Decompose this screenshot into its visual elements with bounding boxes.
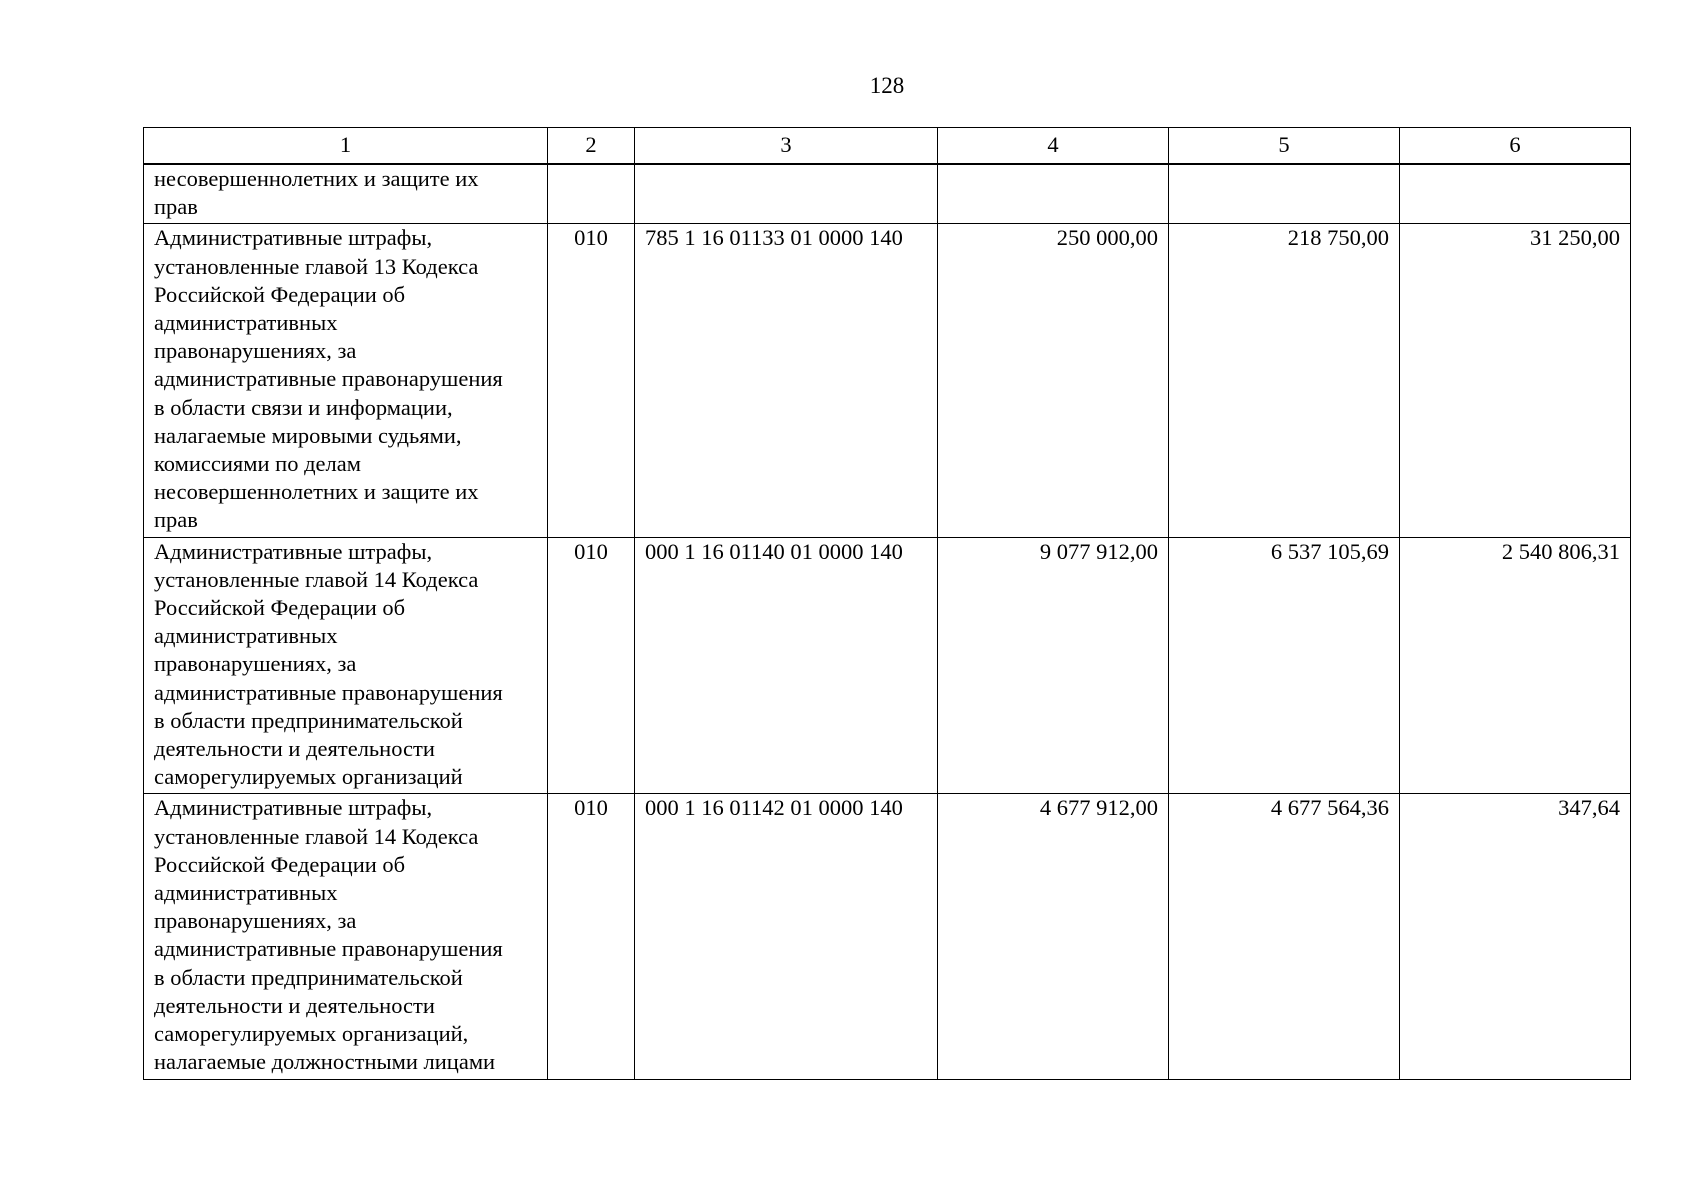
approved-amount-cell: 4 677 912,00 bbox=[938, 794, 1169, 1079]
unexecuted-amount-cell: 2 540 806,31 bbox=[1400, 537, 1631, 794]
table-row bbox=[144, 224, 1631, 537]
column-header-4: 4 bbox=[938, 128, 1169, 165]
row-name-cell: несовершеннолетних и защите их прав bbox=[144, 164, 548, 224]
executed-amount-cell: 218 750,00 bbox=[1169, 224, 1400, 537]
executed-amount-cell bbox=[1169, 164, 1400, 224]
row-name-cell: Административные штрафы, установленные главой 14 Кодекса Российской Федерации об административных правонарушениях, за административные правонарушения в области предпринимательской деятельности и деятельности саморегулируемых организаций bbox=[144, 537, 548, 794]
table-row bbox=[144, 794, 1631, 1079]
budget-execution-table bbox=[143, 127, 1631, 1080]
column-header-6: 6 bbox=[1400, 128, 1631, 165]
unexecuted-amount-cell: 347,64 bbox=[1400, 794, 1631, 1079]
line-code-cell: 010 bbox=[548, 224, 635, 537]
budget-code-cell bbox=[635, 164, 938, 224]
table-header-row bbox=[144, 128, 1631, 165]
executed-amount-cell: 6 537 105,69 bbox=[1169, 537, 1400, 794]
unexecuted-amount-cell: 31 250,00 bbox=[1400, 224, 1631, 537]
budget-code-cell: 000 1 16 01142 01 0000 140 bbox=[635, 794, 938, 1079]
budget-code-cell: 785 1 16 01133 01 0000 140 bbox=[635, 224, 938, 537]
budget-code-cell: 000 1 16 01140 01 0000 140 bbox=[635, 537, 938, 794]
unexecuted-amount-cell bbox=[1400, 164, 1631, 224]
approved-amount-cell: 9 077 912,00 bbox=[938, 537, 1169, 794]
column-header-5: 5 bbox=[1169, 128, 1400, 165]
approved-amount-cell: 250 000,00 bbox=[938, 224, 1169, 537]
column-header-1: 1 bbox=[144, 128, 548, 165]
approved-amount-cell bbox=[938, 164, 1169, 224]
column-header-3: 3 bbox=[635, 128, 938, 165]
table-row bbox=[144, 164, 1631, 224]
column-header-2: 2 bbox=[548, 128, 635, 165]
line-code-cell bbox=[548, 164, 635, 224]
line-code-cell: 010 bbox=[548, 537, 635, 794]
table-row bbox=[144, 537, 1631, 794]
executed-amount-cell: 4 677 564,36 bbox=[1169, 794, 1400, 1079]
row-name-cell: Административные штрафы, установленные главой 13 Кодекса Российской Федерации об административных правонарушениях, за административные правонарушения в области связи и информации, налагаемые мировыми судьями, комиссиями по делам несовершеннолетних и защите их прав bbox=[144, 224, 548, 537]
page-number: 128 bbox=[869, 73, 905, 98]
row-name-cell: Административные штрафы, установленные главой 14 Кодекса Российской Федерации об административных правонарушениях, за административные правонарушения в области предпринимательской деятельности и деятельности саморегулируемых организаций, налагаемые должностными лицами bbox=[144, 794, 548, 1079]
line-code-cell: 010 bbox=[548, 794, 635, 1079]
